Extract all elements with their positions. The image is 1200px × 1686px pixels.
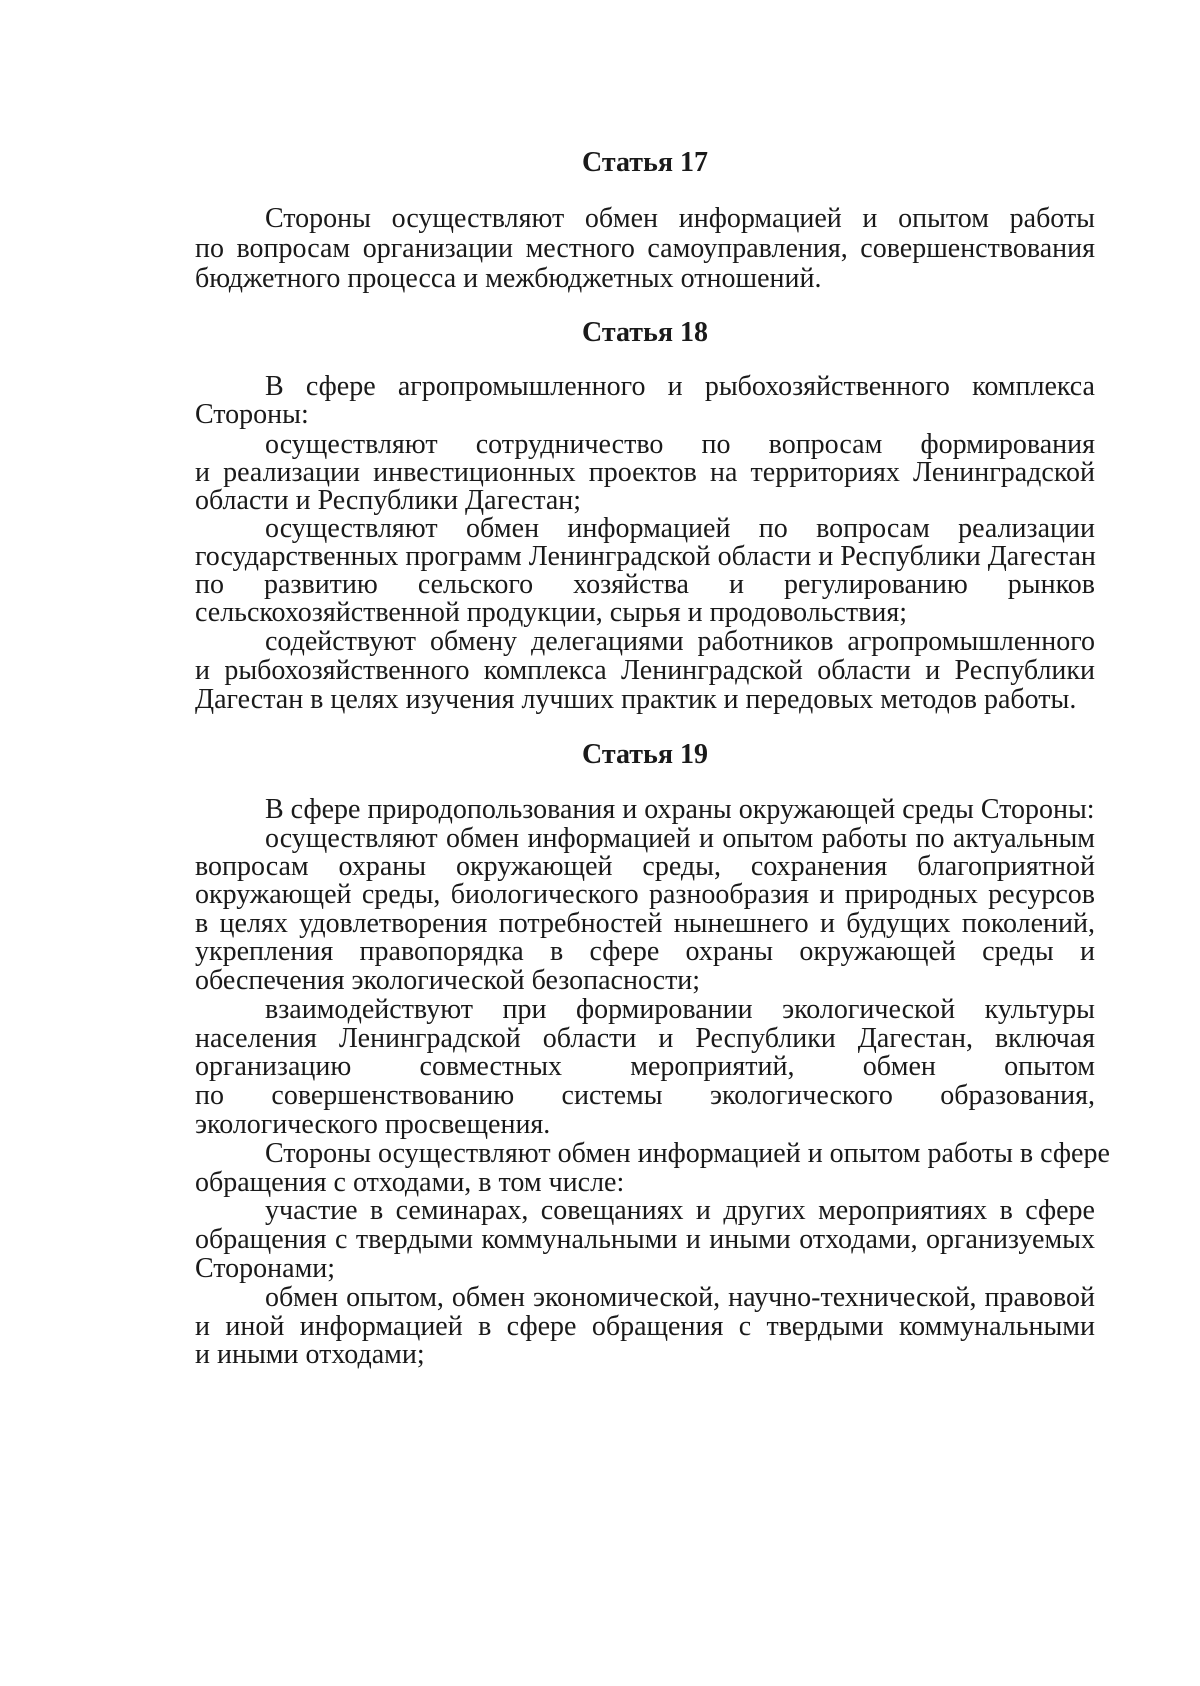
article-18-line-11: и рыбохозяйственного комплекса Ленинградской области и Республики bbox=[195, 655, 1095, 686]
article-18-line-3: осуществляют сотрудничество по вопросам формирования bbox=[265, 429, 1095, 460]
article-17-line-1: Стороны осуществляют обмен информацией и опытом работы bbox=[265, 203, 1095, 234]
article-19-line-3: вопросам охраны окружающей среды, сохранения благоприятной bbox=[195, 851, 1095, 882]
article-19-line-15: участие в семинарах, совещаниях и других мероприятиях в сфере bbox=[265, 1195, 1095, 1226]
article-18-line-5: области и Республики Дагестан; bbox=[195, 485, 582, 516]
article-19-line-2: осуществляют обмен информацией и опытом работы по актуальным bbox=[265, 823, 1095, 854]
article-18-line-6: осуществляют обмен информацией по вопросам реализации bbox=[265, 513, 1095, 544]
article-19-line-10: организацию совместных мероприятий, обмен опытом bbox=[195, 1051, 1095, 1082]
article-19-line-1: В сфере природопользования и охраны окружающей среды Стороны: bbox=[265, 794, 1095, 825]
article-19-line-13: Стороны осуществляют обмен информацией и опытом работы в сфере bbox=[265, 1138, 1110, 1169]
article-19-line-18: обмен опытом, обмен экономической, научно-технической, правовой bbox=[265, 1282, 1095, 1313]
article-19-line-5: в целях удовлетворения потребностей нынешнего и будущих поколений, bbox=[195, 908, 1095, 939]
article-19-line-20: и иными отходами; bbox=[195, 1339, 425, 1370]
article-19-line-11: по совершенствованию системы экологического образования, bbox=[195, 1080, 1095, 1111]
article-18-line-9: сельскохозяйственной продукции, сырья и продовольствия; bbox=[195, 597, 908, 628]
article-18-title: Статья 18 bbox=[582, 317, 708, 348]
article-19-title: Статья 19 bbox=[582, 739, 708, 770]
article-19-line-9: населения Ленинградской области и Республики Дагестан, включая bbox=[195, 1023, 1095, 1054]
article-18-line-7: государственных программ Ленинградской области и Республики Дагестан bbox=[195, 541, 1096, 572]
article-17-line-3: бюджетного процесса и межбюджетных отношений. bbox=[195, 263, 822, 294]
article-18-line-4: и реализации инвестиционных проектов на территориях Ленинградской bbox=[195, 457, 1095, 488]
article-19-line-12: экологического просвещения. bbox=[195, 1109, 551, 1140]
article-19-line-4: окружающей среды, биологического разнообразия и природных ресурсов bbox=[195, 879, 1095, 910]
article-19-line-17: Сторонами; bbox=[195, 1253, 336, 1284]
article-18-line-1: В сфере агропромышленного и рыбохозяйственного комплекса bbox=[265, 371, 1095, 402]
article-19-line-16: обращения с твердыми коммунальными и иными отходами, организуемых bbox=[195, 1224, 1095, 1255]
article-17-title: Статья 17 bbox=[582, 147, 708, 178]
article-19-line-19: и иной информацией в сфере обращения с твердыми коммунальными bbox=[195, 1311, 1095, 1342]
article-18-line-2: Стороны: bbox=[195, 399, 309, 430]
article-18-line-10: содействуют обмену делегациями работников агропромышленного bbox=[265, 626, 1095, 657]
article-19-line-8: взаимодействуют при формировании экологической культуры bbox=[265, 994, 1095, 1025]
article-19-line-6: укрепления правопорядка в сфере охраны окружающей среды и bbox=[195, 936, 1095, 967]
article-19-line-7: обеспечения экологической безопасности; bbox=[195, 965, 701, 996]
article-17-line-2: по вопросам организации местного самоуправления, совершенствования bbox=[195, 233, 1095, 264]
article-18-line-12: Дагестан в целях изучения лучших практик и передовых методов работы. bbox=[195, 684, 1077, 715]
article-19-line-14: обращения с отходами, в том числе: bbox=[195, 1167, 625, 1198]
article-18-line-8: по развитию сельского хозяйства и регулированию рынков bbox=[195, 569, 1095, 600]
